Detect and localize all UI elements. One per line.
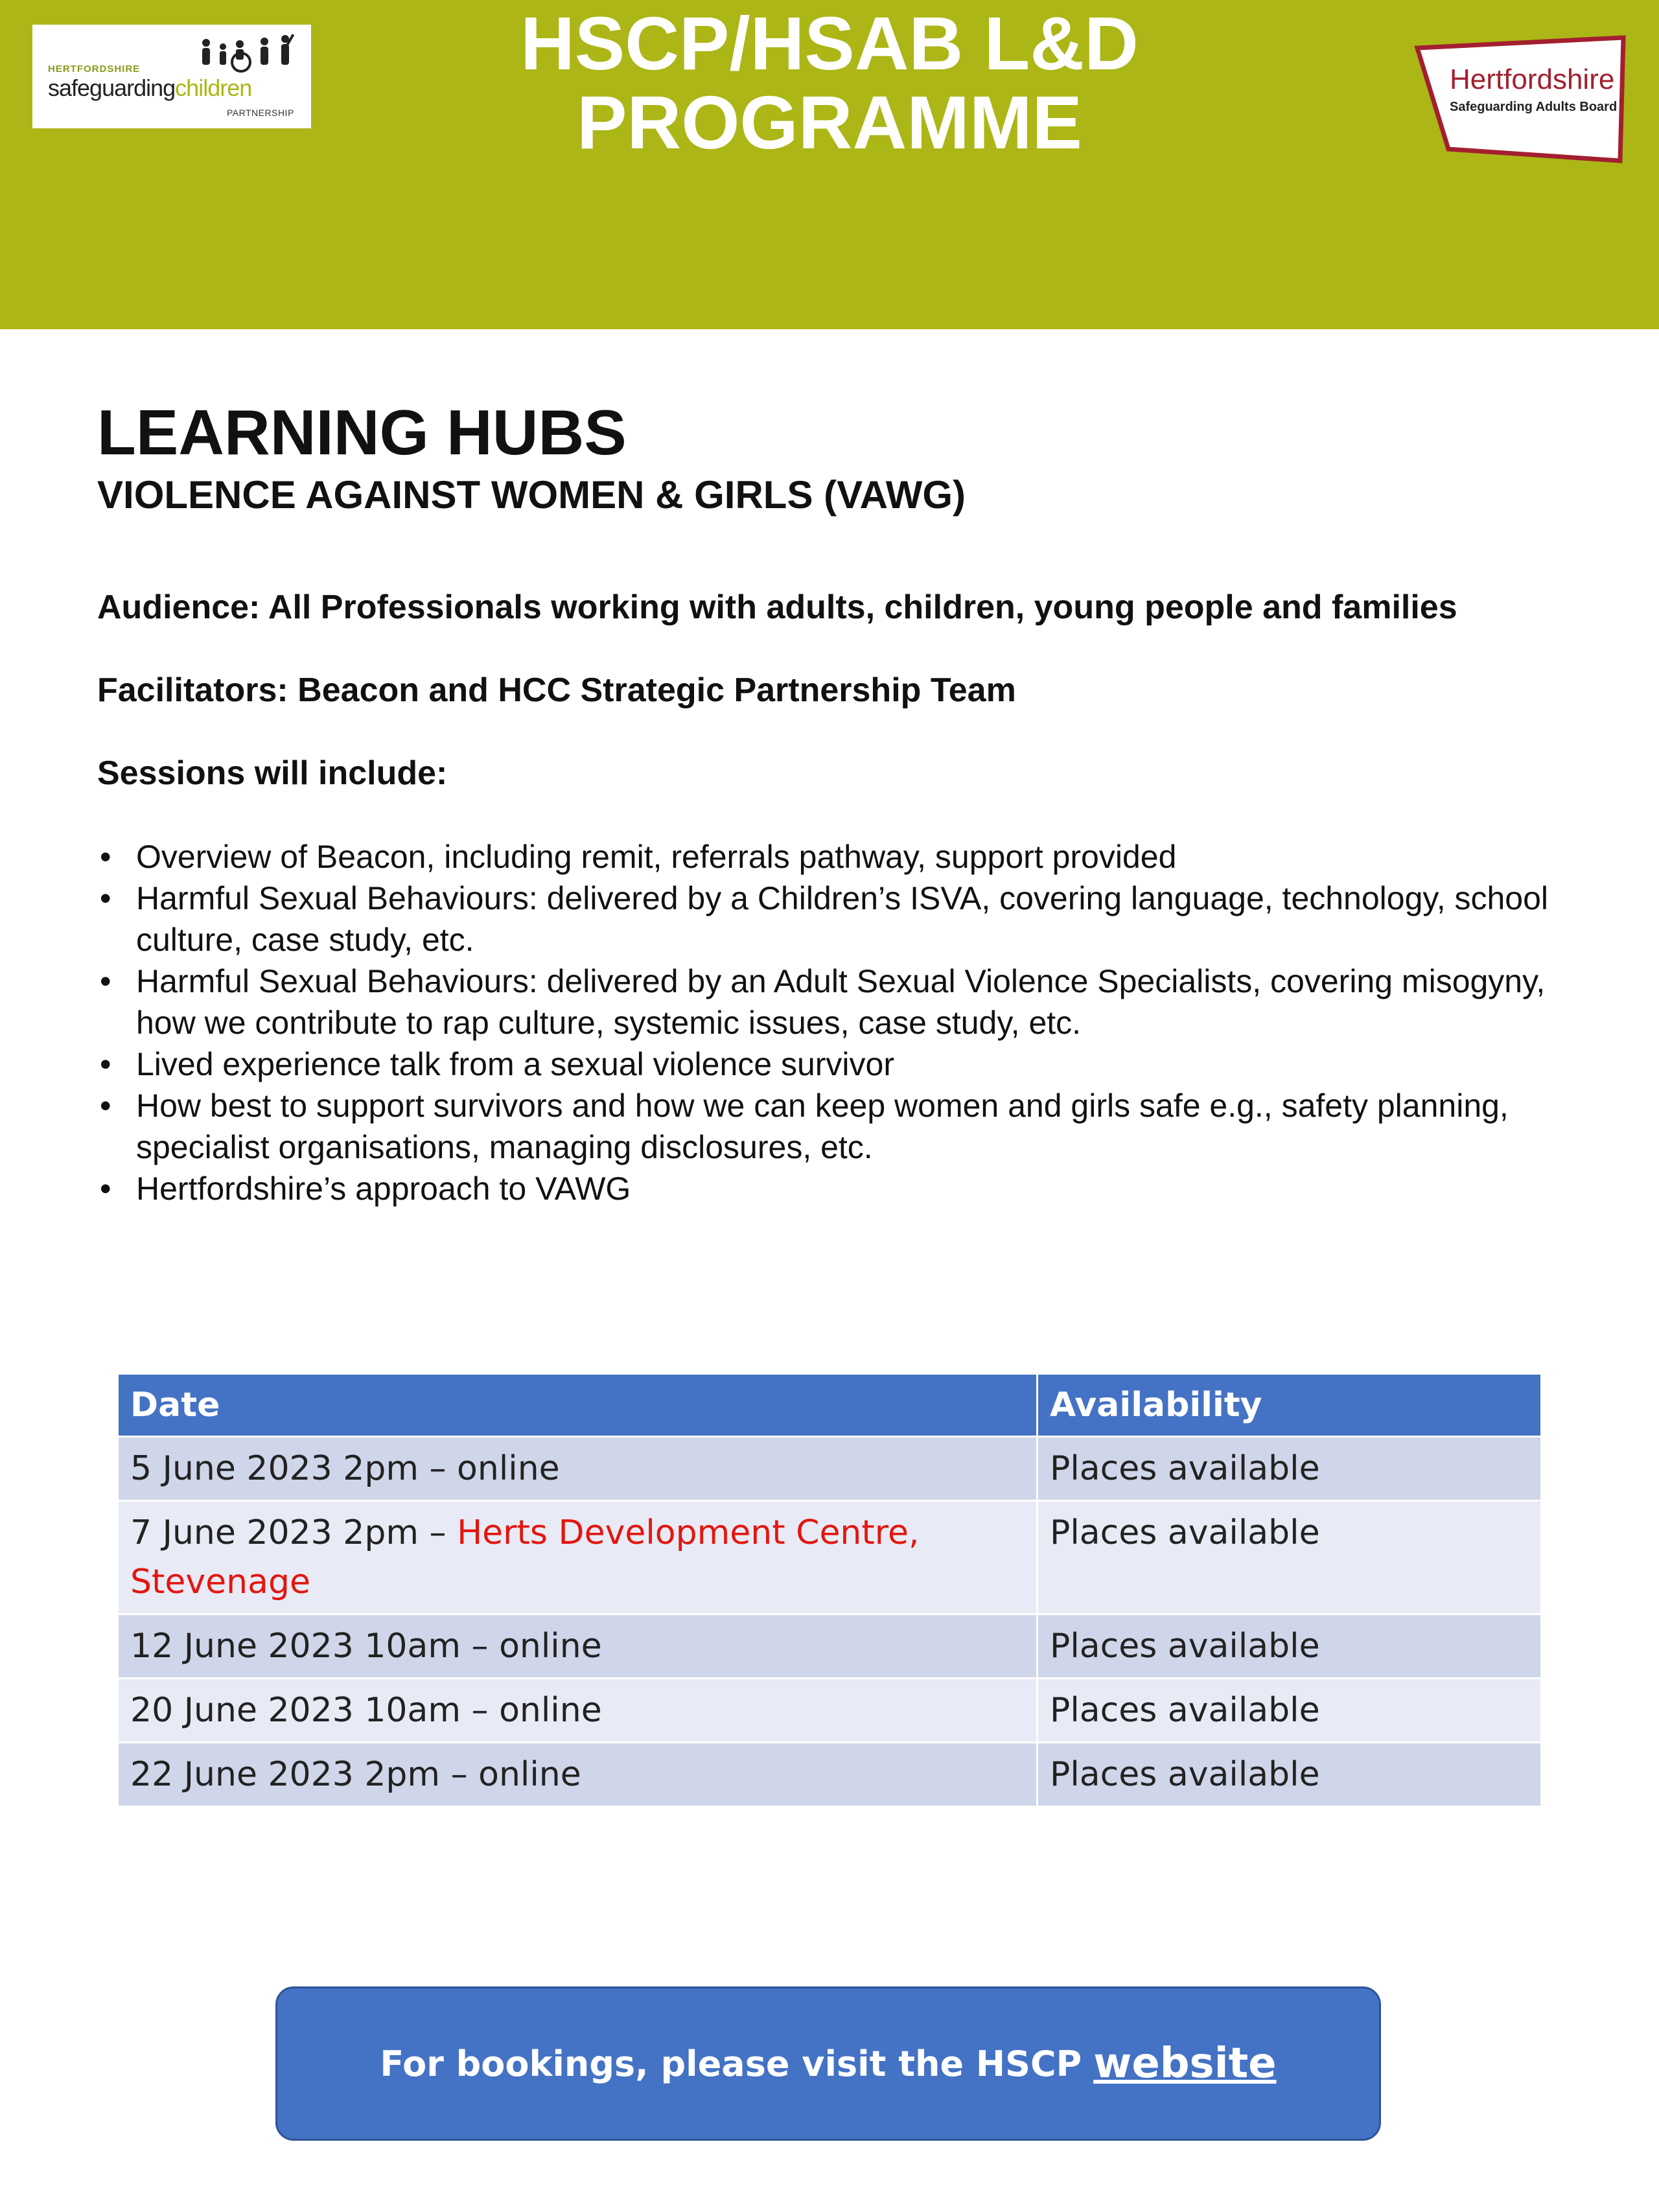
list-item-text: Harmful Sexual Behaviours: delivered by a Children’s ISVA, covering language, technology, school culture, case study, etc. xyxy=(136,880,1549,958)
list-item-text: Lived experience talk from a sexual violence survivor xyxy=(136,1046,894,1082)
availability-column-header: Availability xyxy=(1038,1374,1542,1437)
availability-cell: Places available xyxy=(1038,1614,1542,1679)
table-row xyxy=(118,1614,1542,1679)
list-item xyxy=(97,836,1588,878)
list-item xyxy=(97,960,1588,1043)
logo-small-text: HERTFORDSHIRE xyxy=(48,64,141,75)
bullet-icon: • xyxy=(100,1046,111,1082)
table-row xyxy=(118,1501,1542,1614)
logo-main-green: children xyxy=(175,75,252,101)
session-venue: Herts Development Centre, Stevenage xyxy=(130,1513,920,1601)
sessions-heading: Sessions will include: xyxy=(97,754,448,792)
sessions-list xyxy=(97,836,1588,1209)
list-item-text: Harmful Sexual Behaviours: delivered by an Adult Sexual Violence Specialists, covering misogyny, how we contribute to rap culture, systemic issues, case study, etc. xyxy=(136,963,1546,1041)
bullet-icon: • xyxy=(100,963,111,999)
logo-name-text: Hertfordshire xyxy=(1450,64,1615,95)
availability-cell: Places available xyxy=(1038,1679,1542,1743)
availability-cell: Places available xyxy=(1038,1501,1542,1614)
facilitators-text: Facilitators: Beacon and HCC Strategic Partnership Team xyxy=(97,671,1016,709)
website-link[interactable]: website xyxy=(1093,2040,1277,2088)
session-date: 7 June 2023 2pm – xyxy=(130,1513,458,1552)
session-date-cell xyxy=(118,1501,1038,1614)
availability-cell: Places available xyxy=(1038,1743,1542,1807)
logo-sub-text: Safeguarding Adults Board xyxy=(1450,100,1618,114)
table-header-row xyxy=(118,1374,1542,1437)
audience-text: Audience: All Professionals working with adults, children, young people and families xyxy=(97,588,1457,626)
programme-title xyxy=(363,1,1296,165)
session-date: 22 June 2023 2pm – online xyxy=(130,1755,581,1794)
bullet-icon: • xyxy=(100,839,111,875)
session-date: 20 June 2023 10am – online xyxy=(130,1691,602,1730)
list-item xyxy=(97,878,1588,960)
session-date-cell xyxy=(118,1679,1038,1743)
table-row xyxy=(118,1743,1542,1807)
page-title: LEARNING HUBS xyxy=(97,397,627,468)
list-item xyxy=(97,1043,1588,1085)
session-date-cell xyxy=(118,1743,1038,1807)
list-item xyxy=(97,1085,1588,1168)
list-item-text: How best to support survivors and how we can keep women and girls safe e.g., safety planning, specialist organisations, managing disclosures, etc. xyxy=(136,1088,1509,1165)
session-dates-table xyxy=(117,1373,1542,1808)
logo-main-text xyxy=(48,75,251,102)
page-subtitle: VIOLENCE AGAINST WOMEN & GIRLS (VAWG) xyxy=(97,473,966,517)
session-date: 12 June 2023 10am – online xyxy=(130,1627,602,1666)
date-column-header: Date xyxy=(118,1374,1038,1437)
booking-text: For bookings, please visit the HSCP xyxy=(380,2043,1082,2084)
logo-main-dark: safeguarding xyxy=(48,75,176,101)
safeguarding-children-partnership-logo xyxy=(32,25,311,128)
programme-title-line1: HSCP/HSAB L&D xyxy=(520,1,1139,86)
bullet-icon: • xyxy=(100,1088,111,1124)
programme-title-line2: PROGRAMME xyxy=(577,80,1082,165)
logo-partner-text: PARTNERSHIP xyxy=(227,108,294,118)
availability-cell: Places available xyxy=(1038,1437,1542,1501)
logo-frame-icon xyxy=(1410,34,1633,163)
booking-banner xyxy=(275,1986,1381,2141)
family-figures-icon xyxy=(194,34,305,75)
session-date-cell xyxy=(118,1614,1038,1679)
list-item-text: Overview of Beacon, including remit, referrals pathway, support provided xyxy=(136,839,1177,875)
list-item xyxy=(97,1168,1588,1209)
bullet-icon: • xyxy=(100,1170,111,1207)
hertfordshire-safeguarding-adults-board-logo xyxy=(1410,34,1633,163)
session-date-cell xyxy=(118,1437,1038,1501)
table-row xyxy=(118,1679,1542,1743)
header-band xyxy=(0,0,1659,329)
table-row xyxy=(118,1437,1542,1501)
session-date: 5 June 2023 2pm – online xyxy=(130,1449,560,1488)
list-item-text: Hertfordshire’s approach to VAWG xyxy=(136,1170,631,1207)
bullet-icon: • xyxy=(100,880,111,916)
